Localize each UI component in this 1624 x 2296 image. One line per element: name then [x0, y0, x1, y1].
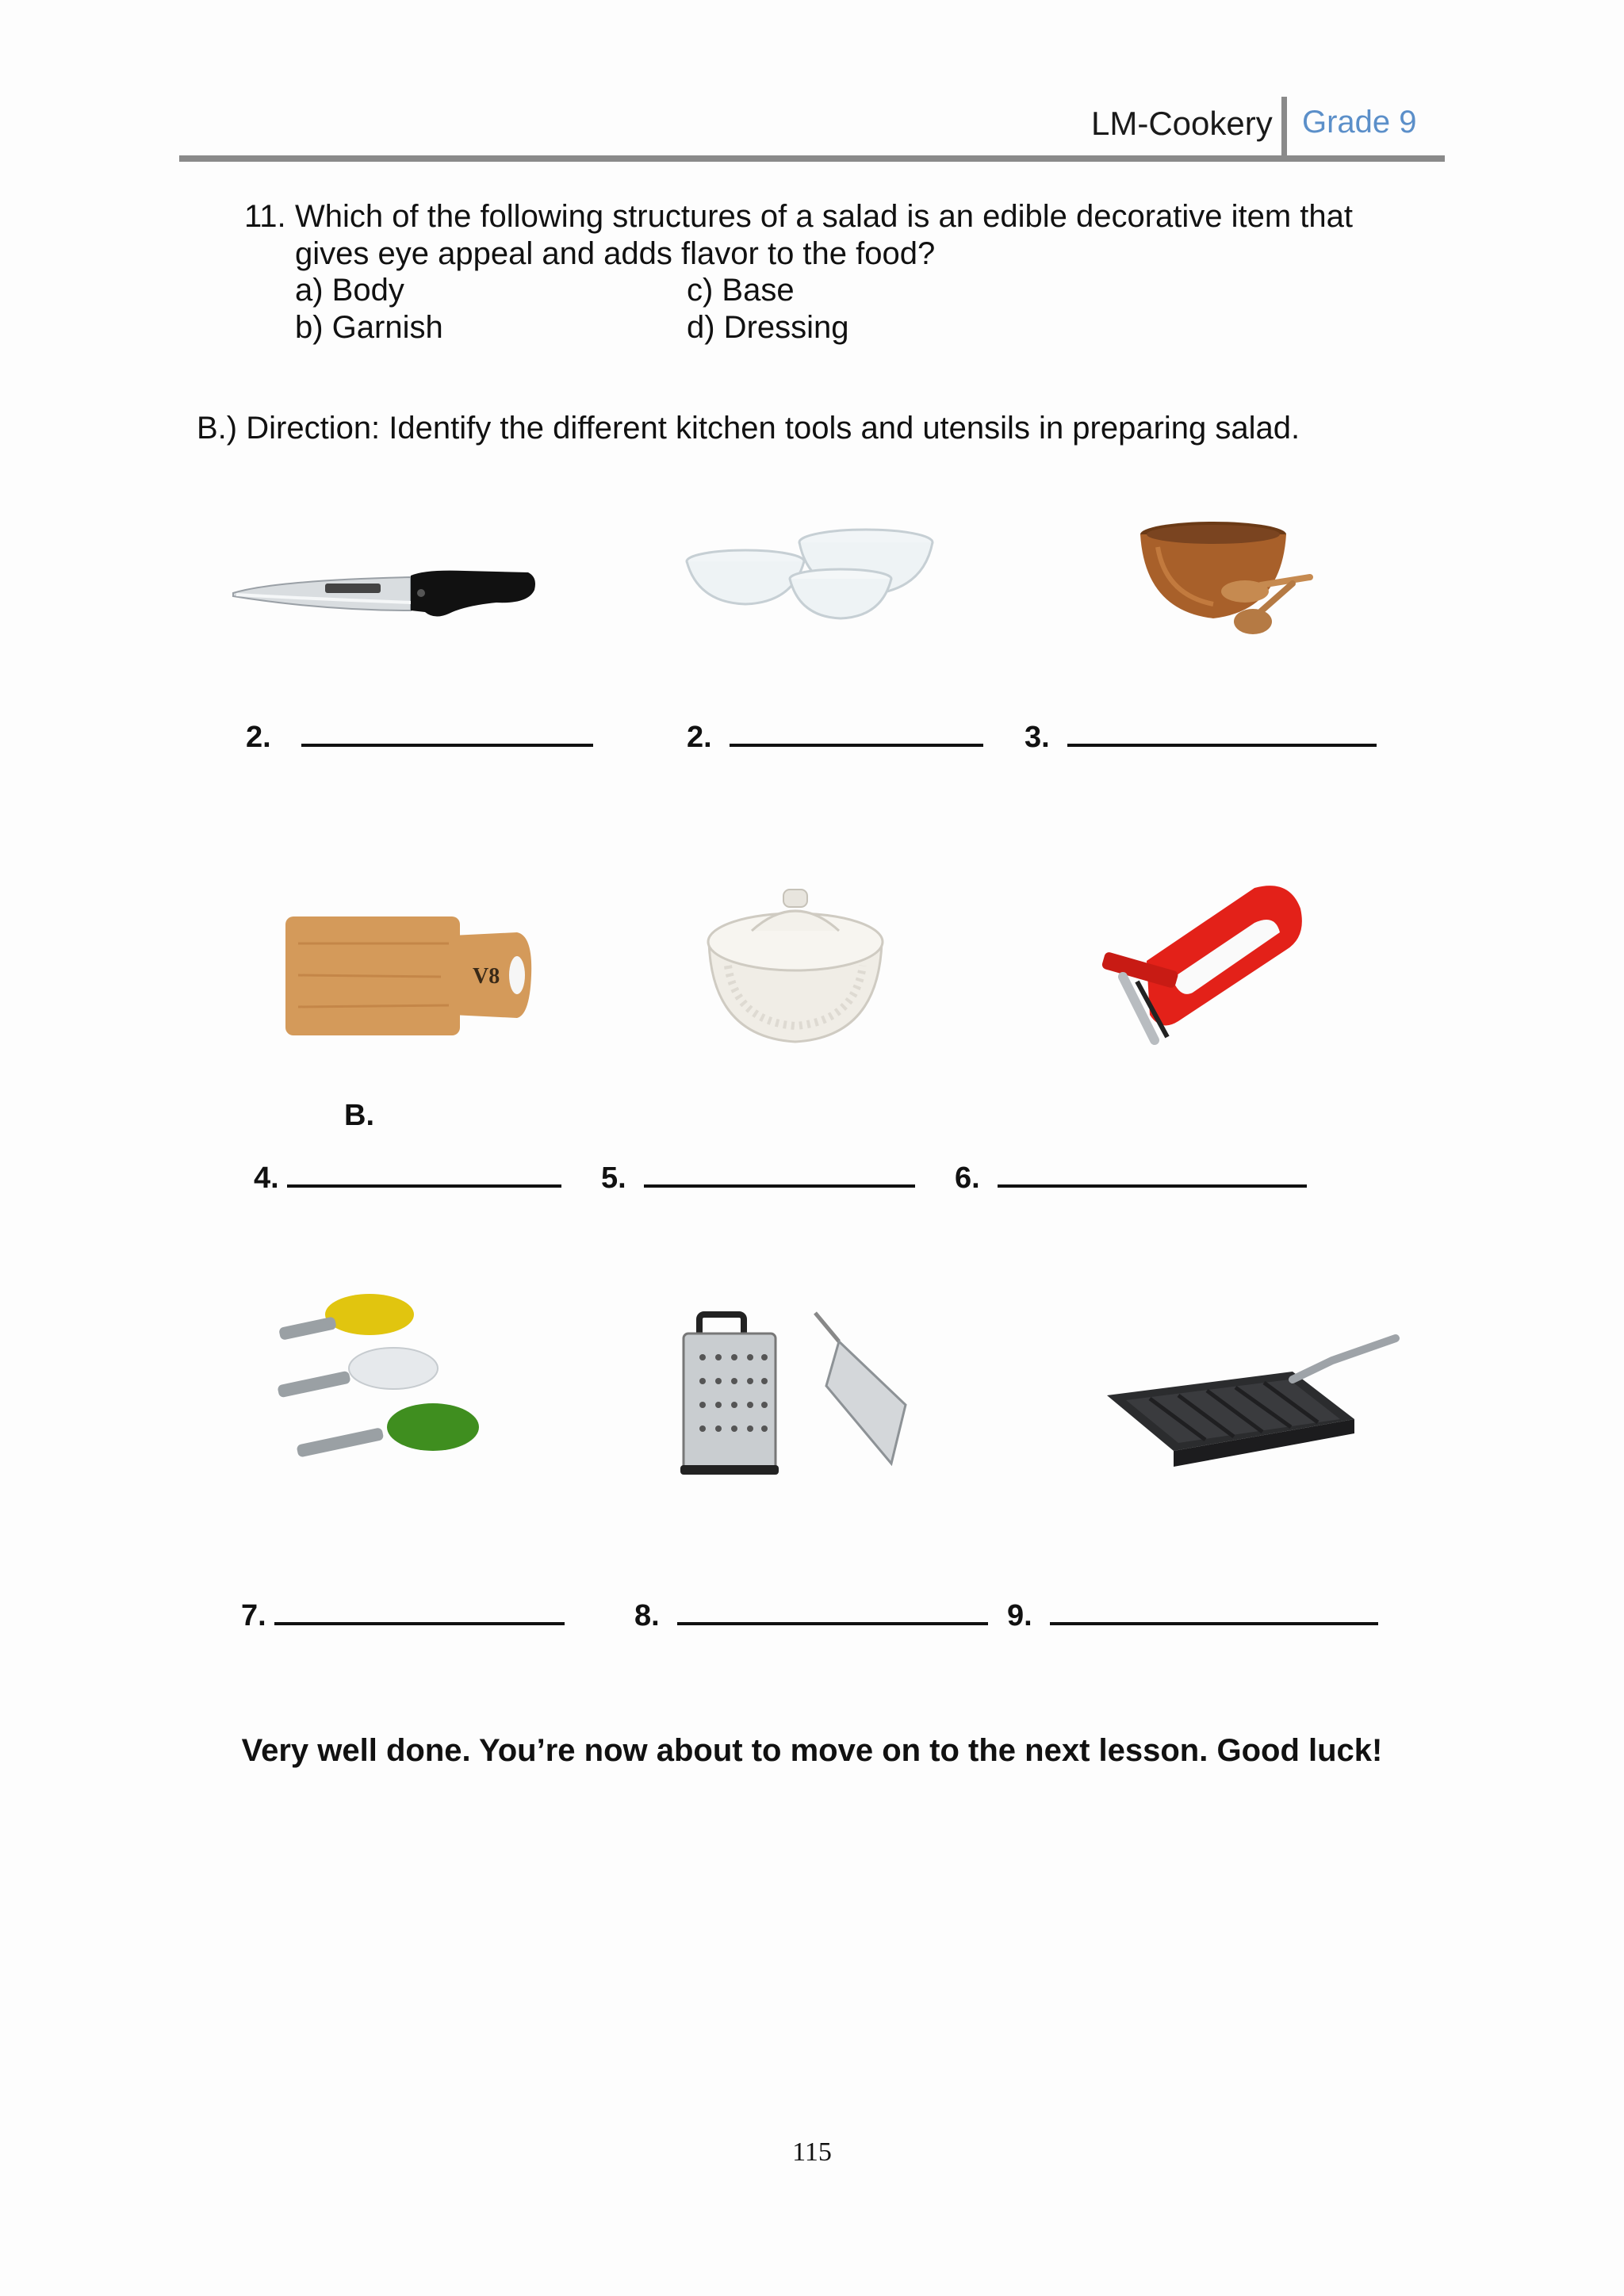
answer-blank-1[interactable] [246, 720, 593, 755]
answer-blank-2[interactable] [687, 720, 983, 755]
page-number: 115 [792, 2137, 832, 2167]
citrus-zesters-image [243, 1292, 481, 1459]
header-course-title: LM-Cookery [1091, 105, 1273, 142]
cutting-board-image [282, 912, 533, 1047]
direction-text: B.) Direction: Identify the different kitchen tools and utensils in preparing salad. [197, 411, 1300, 446]
box-graters-image [676, 1310, 953, 1476]
answer-line[interactable] [644, 1161, 915, 1188]
answer-blank-number: 2. [687, 721, 712, 754]
question-number: 11. [244, 199, 286, 234]
header-grade-level: Grade 9 [1302, 105, 1417, 140]
cutting-board-logo: V8 [473, 964, 500, 989]
grill-pan-image [1102, 1332, 1400, 1475]
answer-blank-4[interactable] [254, 1161, 561, 1196]
answer-blank-number: 5. [601, 1161, 626, 1195]
answer-blank-number: 8. [634, 1599, 660, 1632]
answer-blank-number: 9. [1007, 1599, 1032, 1632]
closing-message: Very well done. You’re now about to move on to the next lesson. Good luck! [241, 1733, 1383, 1768]
answer-line[interactable] [730, 720, 983, 747]
answer-blank-number: 2. [246, 721, 271, 754]
answer-line[interactable] [274, 1598, 565, 1625]
answer-blank-7[interactable] [241, 1598, 565, 1633]
answer-blank-number: 3. [1025, 721, 1050, 754]
option-a: a) Body [295, 273, 404, 308]
header-separator [1281, 97, 1287, 159]
question-text-line-2: gives eye appeal and adds flavor to the food? [295, 236, 936, 271]
option-b: b) Garnish [295, 310, 443, 345]
chef-knife-image [227, 555, 544, 634]
vegetable-peeler-image [1099, 882, 1307, 1053]
answer-blank-number: 6. [955, 1161, 980, 1195]
answer-blank-number: 7. [241, 1599, 266, 1632]
salad-spinner-image [704, 886, 887, 1045]
glass-mixing-bowls-image [682, 523, 936, 642]
answer-line[interactable] [677, 1598, 988, 1625]
answer-line[interactable] [301, 720, 593, 747]
header-rule [179, 155, 1445, 162]
option-d: d) Dressing [687, 310, 849, 345]
answer-blank-6[interactable] [955, 1161, 1307, 1196]
answer-line[interactable] [1050, 1598, 1378, 1625]
answer-line[interactable] [287, 1161, 561, 1188]
answer-blank-number: 4. [254, 1161, 279, 1195]
answer-line[interactable] [998, 1161, 1307, 1188]
question-text-line-1: Which of the following structures of a salad is an edible decorative item that [295, 199, 1354, 234]
wooden-salad-bowl-image [1134, 515, 1324, 650]
answer-blank-8[interactable] [634, 1598, 988, 1633]
option-c: c) Base [687, 273, 795, 308]
answer-blank-3[interactable] [1025, 720, 1377, 755]
answer-line[interactable] [1067, 720, 1377, 747]
section-letter: B. [344, 1099, 374, 1132]
answer-blank-9[interactable] [1007, 1598, 1378, 1633]
answer-blank-5[interactable] [601, 1161, 915, 1196]
